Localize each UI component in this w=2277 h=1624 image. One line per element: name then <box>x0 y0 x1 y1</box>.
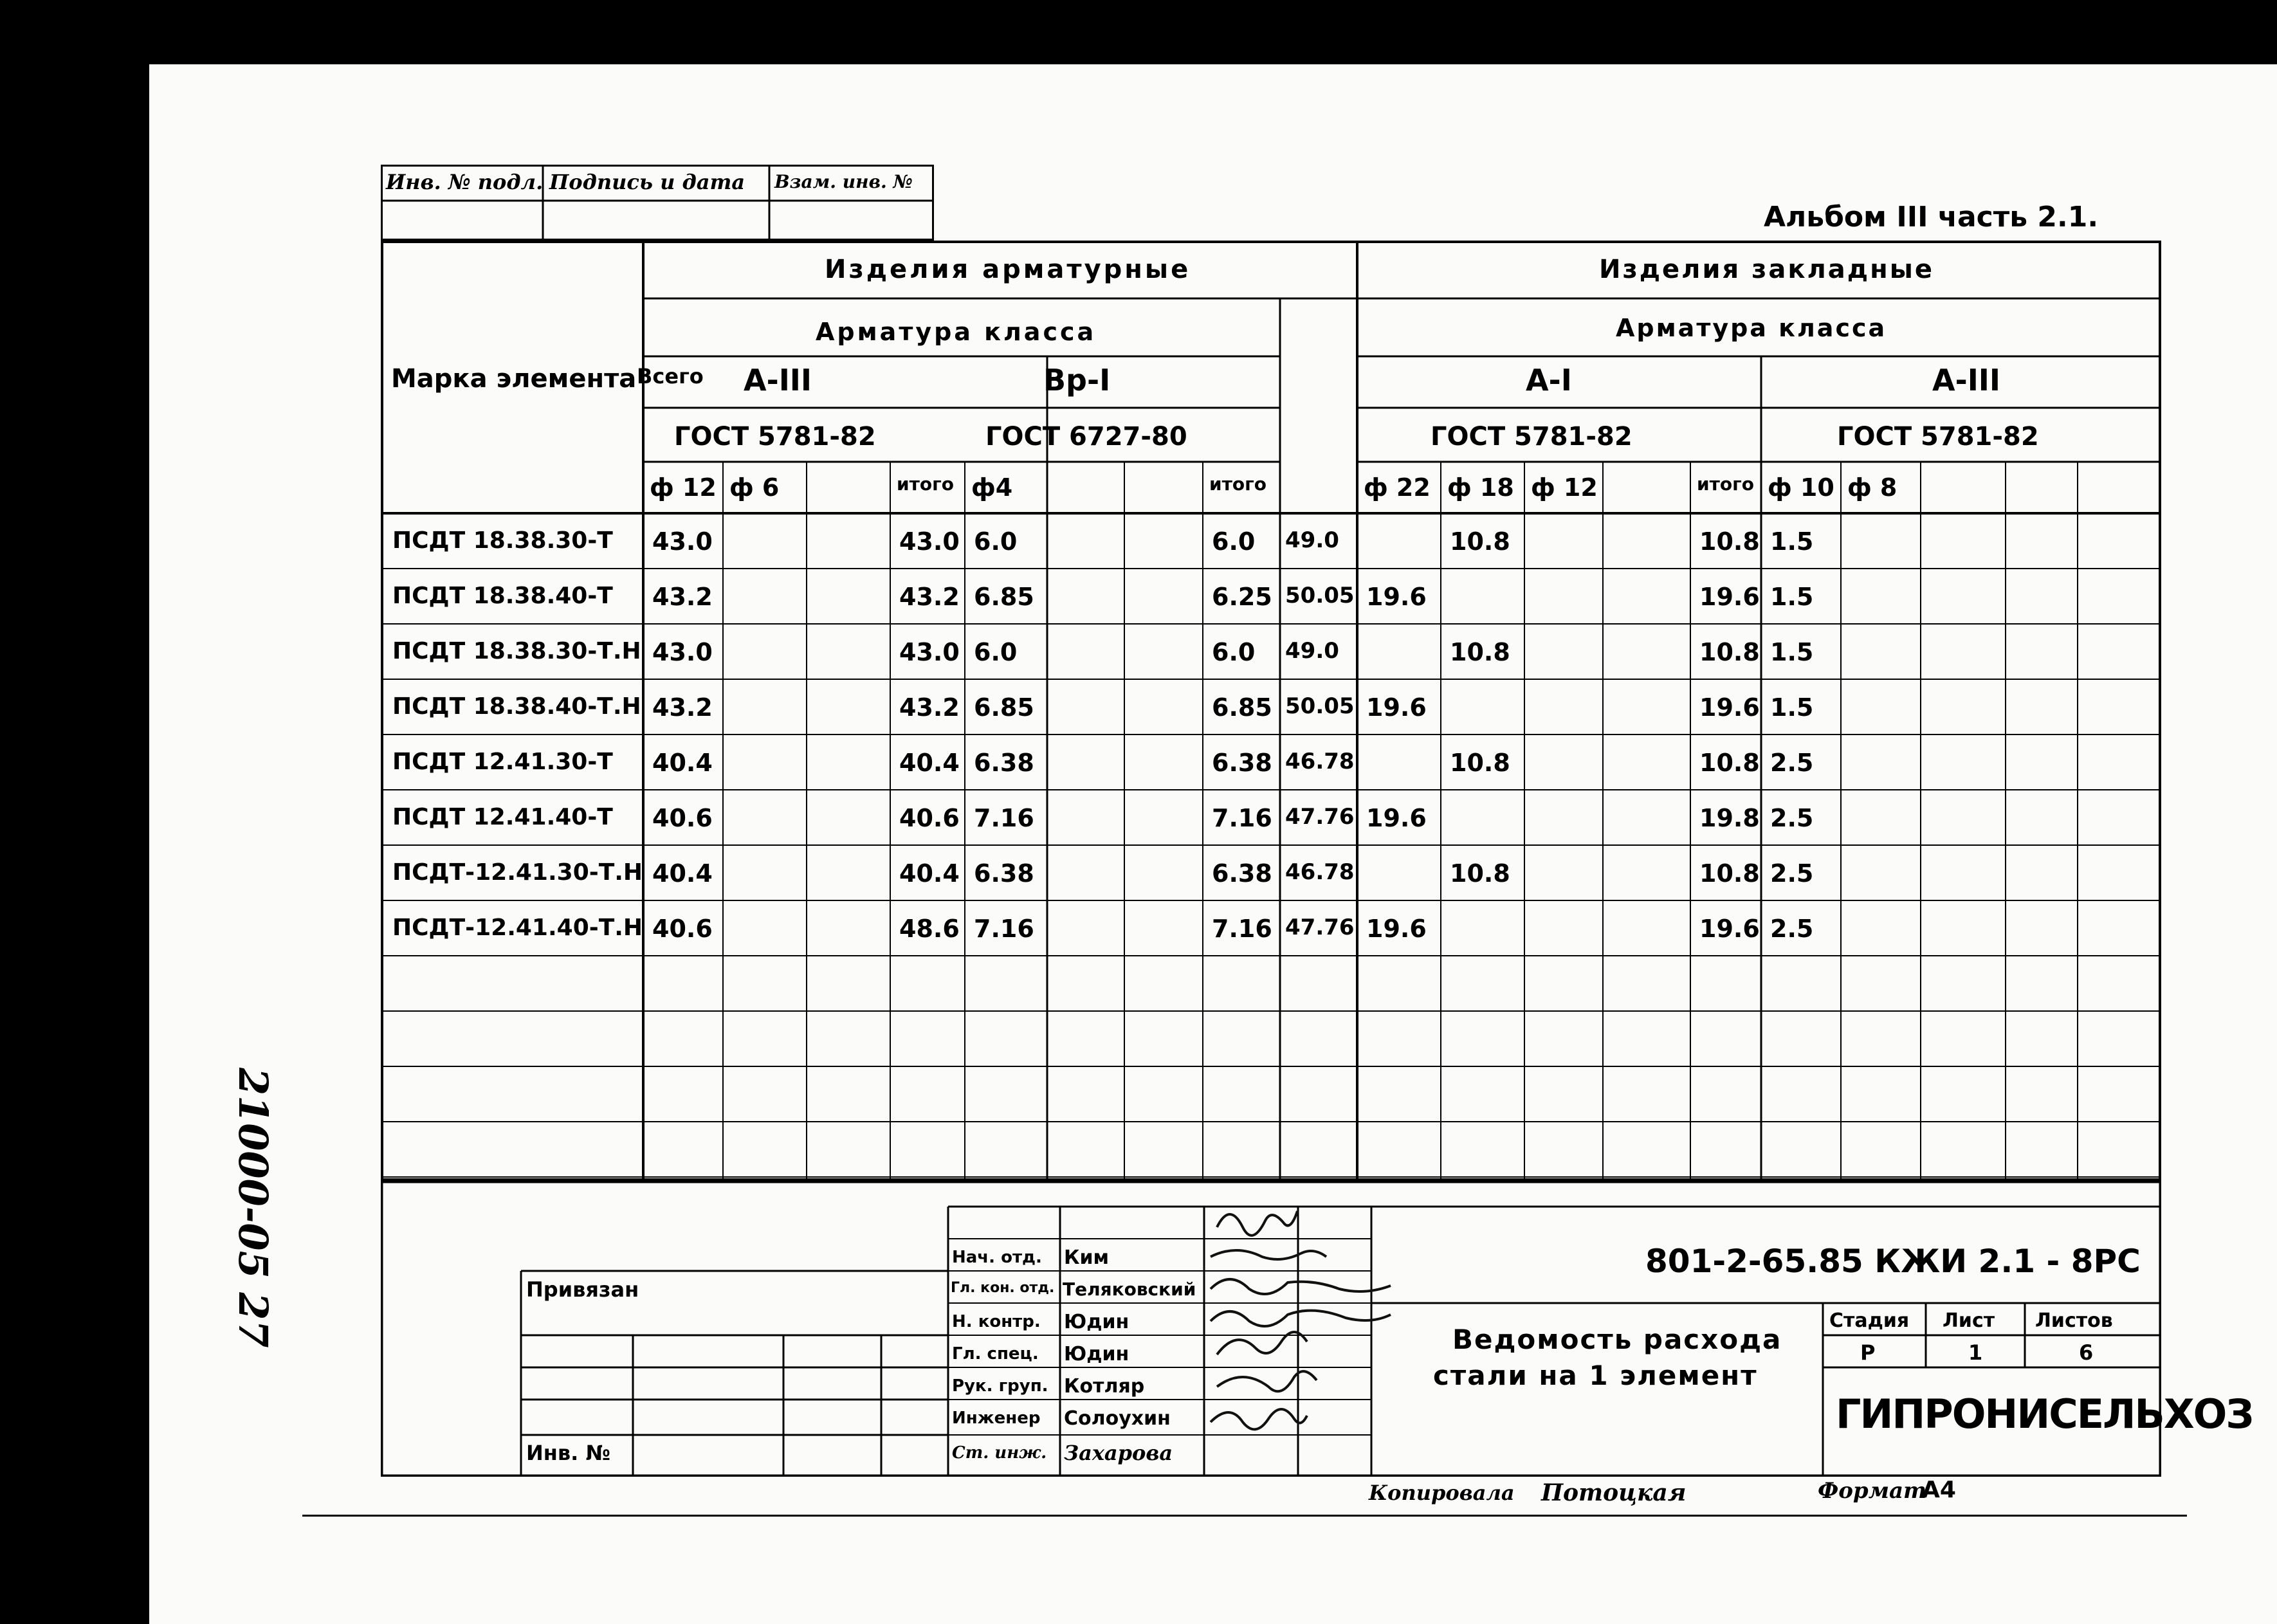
table-row-mark: ПСДТ 18.38.30-Т.Н <box>392 638 641 664</box>
scan-border-left <box>0 0 149 1624</box>
inv-podl-label: Инв. № подл. <box>386 170 544 194</box>
table-cell: 6.38 <box>974 749 1034 777</box>
stamp-top <box>381 165 934 241</box>
format-label: Формат <box>1818 1478 1927 1504</box>
group-embedded-header: Изделия закладные <box>1599 255 1934 284</box>
vzam-inv-label: Взам. инв. № <box>774 171 913 192</box>
table-cell: 50.05 <box>1285 583 1355 608</box>
table-cell: 47.76 <box>1285 915 1355 940</box>
table-cell: 2.5 <box>1770 859 1814 888</box>
table-cell: 19.6 <box>1699 915 1760 943</box>
table-cell: 6.85 <box>974 693 1034 722</box>
table-cell: 10.8 <box>1450 859 1510 888</box>
column-header-9: ф 22 <box>1364 473 1431 502</box>
sheets-value: 6 <box>2079 1340 2094 1365</box>
column-header-3: итого <box>897 473 954 495</box>
table-cell: 6.0 <box>1212 638 1256 666</box>
table-cell: 43.2 <box>652 693 713 722</box>
table-cell: 40.6 <box>899 804 960 832</box>
format-value: А4 <box>1922 1477 1956 1503</box>
stage-value: Р <box>1860 1340 1876 1365</box>
signer-name-1: Теляковский <box>1063 1279 1196 1300</box>
signer-name-0: Ким <box>1064 1246 1110 1269</box>
total-all-header: Всего <box>637 364 704 388</box>
class-a3-right: А-III <box>1932 363 2001 397</box>
table-cell: 2.5 <box>1770 749 1814 777</box>
privyazan-label: Привязан <box>526 1277 639 1302</box>
gost-vr1: ГОСТ 6727-80 <box>985 422 1187 452</box>
table-cell: 48.6 <box>899 915 960 943</box>
table-cell: 40.6 <box>652 804 713 832</box>
signer-role-3: Гл. спец. <box>952 1344 1039 1364</box>
table-row-mark: ПСДТ 18.38.30-Т <box>392 527 613 554</box>
column-header-0: ф 12 <box>650 473 717 502</box>
album-label: Альбом III часть 2.1. <box>1764 201 2099 233</box>
table-cell: 40.4 <box>652 749 713 777</box>
table-cell: 19.8 <box>1699 804 1760 832</box>
table-cell: 10.8 <box>1699 859 1760 888</box>
podpis-data-label: Подпись и дата <box>549 170 745 194</box>
table-cell: 47.76 <box>1285 804 1355 830</box>
column-header-10: ф 18 <box>1447 473 1514 502</box>
mark-header: Марка элемента <box>391 364 637 394</box>
organization-name: ГИПРОНИСЕЛЬХОЗ <box>1836 1391 2253 1437</box>
table-cell: 2.5 <box>1770 804 1814 832</box>
table-row-mark: ПСДТ 12.41.40-Т <box>392 804 613 830</box>
table-cell: 6.0 <box>1212 527 1256 556</box>
signer-name-2: Юдин <box>1064 1311 1129 1333</box>
table-cell: 19.6 <box>1366 804 1427 832</box>
table-cell: 43.2 <box>899 693 960 722</box>
signer-name-3: Юдин <box>1064 1343 1129 1365</box>
table-cell: 10.8 <box>1450 749 1510 777</box>
table-cell: 46.78 <box>1285 749 1355 774</box>
table-cell: 49.0 <box>1285 638 1339 664</box>
table-cell: 1.5 <box>1770 693 1814 722</box>
column-header-1: ф 6 <box>729 473 780 502</box>
signer-name-5: Солоухин <box>1064 1407 1171 1430</box>
class-vr1: Вр-I <box>1043 363 1111 397</box>
table-cell: 7.16 <box>1212 915 1272 943</box>
table-cell: 49.0 <box>1285 527 1339 553</box>
class-label-right: Арматура класса <box>1616 314 1887 342</box>
table-cell: 6.85 <box>1212 693 1272 722</box>
title-line-2: стали на 1 элемент <box>1433 1360 1758 1391</box>
table-cell: 10.8 <box>1699 527 1760 556</box>
column-header-13: итого <box>1697 473 1754 495</box>
inv-no-label: Инв. № <box>526 1441 610 1465</box>
gost-a3-right: ГОСТ 5781-82 <box>1837 422 2039 452</box>
table-cell: 6.38 <box>1212 859 1272 888</box>
class-label-left: Арматура класса <box>816 318 1097 346</box>
table-cell: 6.25 <box>1212 583 1272 611</box>
table-cell: 10.8 <box>1699 638 1760 666</box>
table-cell: 10.8 <box>1699 749 1760 777</box>
column-header-11: ф 12 <box>1531 473 1598 502</box>
table-cell: 19.6 <box>1699 693 1760 722</box>
sheet-value: 1 <box>1968 1340 1983 1365</box>
table-cell: 40.4 <box>899 859 960 888</box>
group-armature-header: Изделия арматурные <box>825 255 1191 284</box>
sheets-label: Листов <box>2035 1309 2113 1332</box>
table-cell: 40.4 <box>899 749 960 777</box>
table-cell: 6.85 <box>974 583 1034 611</box>
bottom-rule <box>302 1515 2187 1517</box>
signer-name-6: Захарова <box>1064 1441 1173 1465</box>
table-cell: 40.6 <box>652 915 713 943</box>
gost-a1: ГОСТ 5781-82 <box>1431 422 1632 452</box>
table-row-mark: ПСДТ-12.41.40-Т.Н <box>392 915 643 941</box>
steel-table <box>381 241 2161 1181</box>
title-block <box>381 1181 2253 1477</box>
column-header-4: ф4 <box>971 473 1013 502</box>
table-cell: 2.5 <box>1770 915 1814 943</box>
table-cell: 10.8 <box>1450 638 1510 666</box>
table-cell: 7.16 <box>1212 804 1272 832</box>
table-cell: 50.05 <box>1285 693 1355 719</box>
table-cell: 43.2 <box>652 583 713 611</box>
table-cell: 43.0 <box>652 638 713 666</box>
signer-role-6: Ст. инж. <box>952 1443 1047 1463</box>
table-cell: 43.2 <box>899 583 960 611</box>
table-cell: 1.5 <box>1770 527 1814 556</box>
document-code: 801-2-65.85 КЖИ 2.1 - 8РС <box>1645 1243 2141 1280</box>
table-cell: 19.6 <box>1366 915 1427 943</box>
table-cell: 10.8 <box>1450 527 1510 556</box>
table-cell: 6.38 <box>1212 749 1272 777</box>
table-cell: 46.78 <box>1285 859 1355 885</box>
copied-label: Копировала <box>1369 1481 1515 1505</box>
table-cell: 43.0 <box>899 527 960 556</box>
signer-name-4: Котляр <box>1064 1375 1145 1398</box>
table-row-mark: ПСДТ 18.38.40-Т.Н <box>392 693 641 720</box>
table-cell: 1.5 <box>1770 583 1814 611</box>
signer-role-2: Н. контр. <box>952 1312 1041 1331</box>
signer-role-0: Нач. отд. <box>952 1248 1042 1267</box>
title-line-1: Ведомость расхода <box>1452 1324 1782 1355</box>
table-cell: 7.16 <box>974 804 1034 832</box>
table-cell: 40.4 <box>652 859 713 888</box>
stage-label: Стадия <box>1829 1309 1910 1332</box>
table-cell: 6.0 <box>974 638 1018 666</box>
table-cell: 6.0 <box>974 527 1018 556</box>
signer-role-1: Гл. кон. отд. <box>951 1280 1055 1296</box>
copied-by: Потоцкая <box>1541 1479 1687 1506</box>
table-row-mark: ПСДТ-12.41.30-Т.Н <box>392 859 643 886</box>
table-cell: 1.5 <box>1770 638 1814 666</box>
table-row-mark: ПСДТ 12.41.30-Т <box>392 749 613 775</box>
table-cell: 43.0 <box>652 527 713 556</box>
gost-a3-left: ГОСТ 5781-82 <box>674 422 876 452</box>
table-cell: 19.6 <box>1366 583 1427 611</box>
table-cell: 7.16 <box>974 915 1034 943</box>
sheet-label: Лист <box>1943 1309 1995 1332</box>
side-archive-number: 21000-05 27 <box>230 1068 277 1348</box>
table-cell: 43.0 <box>899 638 960 666</box>
class-a1: А-I <box>1526 363 1572 397</box>
signature-marks <box>1211 1211 1391 1429</box>
scan-border-top <box>0 0 2277 64</box>
table-cell: 6.38 <box>974 859 1034 888</box>
signer-role-5: Инженер <box>952 1409 1041 1428</box>
table-cell: 19.6 <box>1366 693 1427 722</box>
table-cell: 19.6 <box>1699 583 1760 611</box>
class-a3-left: А-III <box>744 363 812 397</box>
column-header-14: ф 10 <box>1768 473 1834 502</box>
signer-role-4: Рук. груп. <box>952 1376 1048 1396</box>
column-header-7: итого <box>1209 473 1267 495</box>
column-header-15: ф 8 <box>1847 473 1898 502</box>
table-row-mark: ПСДТ 18.38.40-Т <box>392 583 613 609</box>
